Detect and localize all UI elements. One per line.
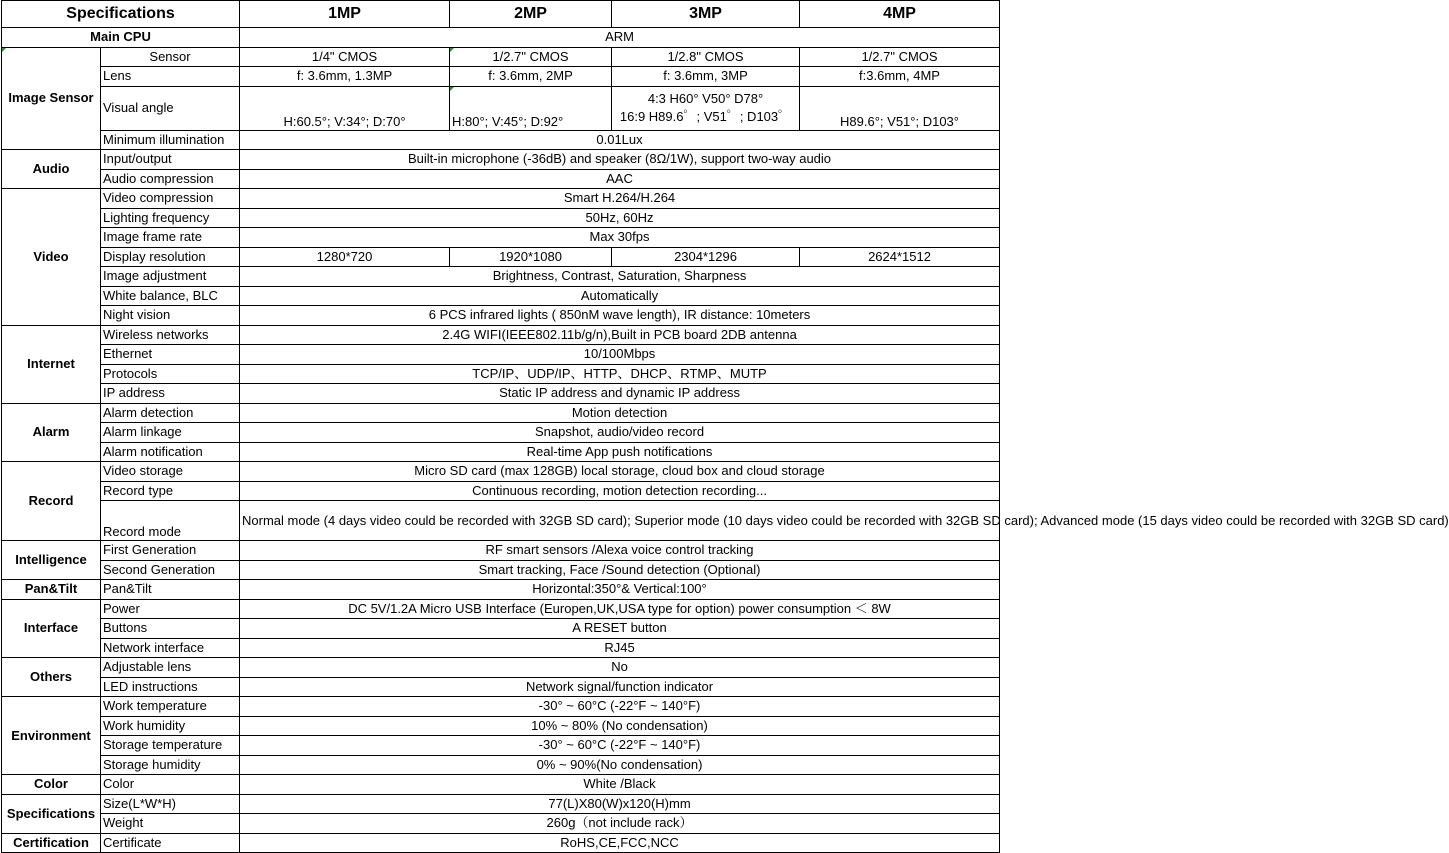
pantilt-value: Horizontal:350°& Vertical:100°	[240, 580, 1000, 600]
table-row	[2, 403, 1000, 423]
table-row	[2, 560, 1000, 580]
video-compression-value: Smart H.264/H.264	[240, 189, 1000, 209]
resolution-1mp: 1280*720	[240, 247, 450, 267]
work-temperature-label: Work temperature	[101, 697, 240, 717]
certification-category: Certification	[2, 833, 101, 853]
alarm-notification-value: Real-time App push notifications	[240, 442, 1000, 462]
header-2mp: 2MP	[450, 1, 612, 28]
table-row	[2, 442, 1000, 462]
visual-angle-3mp-line2: 16:9 H89.6゜; V51゜; D103゜	[619, 109, 792, 124]
environment-category: Environment	[2, 697, 101, 775]
alarm-detection-label: Alarm detection	[101, 403, 240, 423]
first-generation-value: RF smart sensors /Alexa voice control tracking	[240, 541, 1000, 561]
ip-address-label: IP address	[101, 384, 240, 404]
table-row	[2, 619, 1000, 639]
audio-io-value: Built-in microphone (-36dB) and speaker (8Ω/1W), support two-way audio	[240, 150, 1000, 170]
table-row	[2, 755, 1000, 775]
led-instructions-value: Network signal/function indicator	[240, 677, 1000, 697]
table-row	[2, 267, 1000, 287]
protocols-value: TCP/IP、UDP/IP、HTTP、DHCP、RTMP、MUTP	[240, 364, 1000, 384]
resolution-3mp: 2304*1296	[612, 247, 800, 267]
size-value: 77(L)X80(W)x120(H)mm	[240, 794, 1000, 814]
adjustable-lens-value: No	[240, 658, 1000, 678]
weight-value: 260g（not include rack）	[240, 814, 1000, 834]
table-row	[2, 130, 1000, 150]
table-row	[2, 28, 1000, 48]
table-row	[2, 638, 1000, 658]
alarm-notification-label: Alarm notification	[101, 442, 240, 462]
ethernet-label: Ethernet	[101, 345, 240, 365]
min-illumination-label: Minimum illumination	[101, 130, 240, 150]
lighting-frequency-label: Lighting frequency	[101, 208, 240, 228]
audio-io-label: Input/output	[101, 150, 240, 170]
video-compression-label: Video compression	[101, 189, 240, 209]
protocols-label: Protocols	[101, 364, 240, 384]
record-category: Record	[2, 462, 101, 541]
lighting-frequency-value: 50Hz, 60Hz	[240, 208, 1000, 228]
white-balance-label: White balance, BLC	[101, 286, 240, 306]
work-temperature-value: -30° ~ 60°C (-22°F ~ 140°F)	[240, 697, 1000, 717]
sensor-4mp: 1/2.7" CMOS	[800, 47, 1000, 67]
table-row	[2, 47, 1000, 67]
record-mode-label: Record mode	[101, 501, 240, 541]
header-1mp: 1MP	[240, 1, 450, 28]
table-row	[2, 67, 1000, 87]
visual-angle-3mp	[612, 86, 800, 130]
table-row	[2, 580, 1000, 600]
visual-angle-3mp-line1: 4:3 H60° V50° D78°	[647, 91, 764, 106]
alarm-linkage-value: Snapshot, audio/video record	[240, 423, 1000, 443]
table-row	[2, 364, 1000, 384]
buttons-label: Buttons	[101, 619, 240, 639]
image-adjustment-label: Image adjustment	[101, 267, 240, 287]
first-generation-label: First Generation	[101, 541, 240, 561]
table-row	[2, 814, 1000, 834]
resolution-2mp: 1920*1080	[450, 247, 612, 267]
certificate-label: Certificate	[101, 833, 240, 853]
table-row	[2, 306, 1000, 326]
video-category: Video	[2, 189, 101, 326]
alarm-detection-value: Motion detection	[240, 403, 1000, 423]
record-type-value: Continuous recording, motion detection recording...	[240, 481, 1000, 501]
table-row	[2, 481, 1000, 501]
spec-table	[1, 0, 1449, 853]
visual-angle-4mp: H89.6°; V51°; D103°	[800, 86, 1000, 130]
second-generation-value: Smart tracking, Face /Sound detection (Optional)	[240, 560, 1000, 580]
work-humidity-label: Work humidity	[101, 716, 240, 736]
specifications-category: Specifications	[2, 794, 101, 833]
video-storage-label: Video storage	[101, 462, 240, 482]
lens-1mp: f: 3.6mm, 1.3MP	[240, 67, 450, 87]
table-row	[2, 169, 1000, 189]
others-category: Others	[2, 658, 101, 697]
header-4mp: 4MP	[800, 1, 1000, 28]
image-adjustment-value: Brightness, Contrast, Saturation, Sharpness	[240, 267, 1000, 287]
video-storage-value: Micro SD card (max 128GB) local storage, cloud box and cloud storage	[240, 462, 1000, 482]
power-value: DC 5V/1.2A Micro USB Interface (Europen,UK,USA type for option) power consumption ＜ 8W	[240, 599, 1000, 619]
intelligence-category: Intelligence	[2, 541, 101, 580]
alarm-category: Alarm	[2, 403, 101, 462]
network-interface-value: RJ45	[240, 638, 1000, 658]
table-row	[2, 247, 1000, 267]
header-3mp: 3MP	[612, 1, 800, 28]
interface-category: Interface	[2, 599, 101, 658]
visual-angle-2mp: H:80°; V:45°; D:92°	[450, 86, 612, 130]
buttons-value: A RESET button	[240, 619, 1000, 639]
table-row	[2, 286, 1000, 306]
pantilt-label: Pan&Tilt	[101, 580, 240, 600]
led-instructions-label: LED instructions	[101, 677, 240, 697]
table-row	[2, 208, 1000, 228]
table-row	[2, 228, 1000, 248]
table-row	[2, 384, 1000, 404]
table-row	[2, 541, 1000, 561]
power-label: Power	[101, 599, 240, 619]
table-row	[2, 325, 1000, 345]
table-row	[2, 833, 1000, 853]
wireless-value: 2.4G WIFI(IEEE802.11b/g/n),Built in PCB board 2DB antenna	[240, 325, 1000, 345]
ethernet-value: 10/100Mbps	[240, 345, 1000, 365]
pantilt-category: Pan&Tilt	[2, 580, 101, 600]
sensor-1mp: 1/4" CMOS	[240, 47, 450, 67]
main-cpu-value: ARM	[240, 28, 1000, 48]
adjustable-lens-label: Adjustable lens	[101, 658, 240, 678]
night-vision-value: 6 PCS infrared lights ( 850nM wave length), IR distance: 10meters	[240, 306, 1000, 326]
header-row	[2, 1, 1000, 28]
color-category: Color	[2, 775, 101, 795]
storage-humidity-value: 0% ~ 90%(No condensation)	[240, 755, 1000, 775]
table-row	[2, 345, 1000, 365]
table-row	[2, 775, 1000, 795]
table-row	[2, 599, 1000, 619]
table-row	[2, 462, 1000, 482]
alarm-linkage-label: Alarm linkage	[101, 423, 240, 443]
frame-rate-label: Image frame rate	[101, 228, 240, 248]
sensor-3mp: 1/2.8" CMOS	[612, 47, 800, 67]
wireless-label: Wireless networks	[101, 325, 240, 345]
color-value: White /Black	[240, 775, 1000, 795]
ip-address-value: Static IP address and dynamic IP address	[240, 384, 1000, 404]
work-humidity-value: 10% ~ 80% (No condensation)	[240, 716, 1000, 736]
table-row	[2, 794, 1000, 814]
white-balance-value: Automatically	[240, 286, 1000, 306]
lens-2mp: f: 3.6mm, 2MP	[450, 67, 612, 87]
certificate-value: RoHS,CE,FCC,NCC	[240, 833, 1000, 853]
internet-category: Internet	[2, 325, 101, 403]
lens-4mp: f:3.6mm, 4MP	[800, 67, 1000, 87]
record-mode-value: Normal mode (4 days video could be recorded with 32GB SD card); Superior mode (10 days video could be recorded with 32GB SD card); Advanced mode (15 days video could be recorded with 32GB SD card)	[240, 501, 1000, 541]
audio-compression-value: AAC	[240, 169, 1000, 189]
table-row	[2, 501, 1000, 541]
main-cpu-label: Main CPU	[2, 28, 240, 48]
table-row	[2, 423, 1000, 443]
table-row	[2, 150, 1000, 170]
frame-rate-value: Max 30fps	[240, 228, 1000, 248]
size-label: Size(L*W*H)	[101, 794, 240, 814]
table-row	[2, 677, 1000, 697]
lens-3mp: f: 3.6mm, 3MP	[612, 67, 800, 87]
table-row	[2, 716, 1000, 736]
sensor-2mp: 1/2.7" CMOS	[450, 47, 612, 67]
display-resolution-label: Display resolution	[101, 247, 240, 267]
table-row	[2, 86, 1000, 130]
lens-label: Lens	[101, 67, 240, 87]
visual-angle-1mp: H:60.5°; V:34°; D:70°	[240, 86, 450, 130]
weight-label: Weight	[101, 814, 240, 834]
night-vision-label: Night vision	[101, 306, 240, 326]
record-type-label: Record type	[101, 481, 240, 501]
storage-humidity-label: Storage humidity	[101, 755, 240, 775]
min-illumination-value: 0.01Lux	[240, 130, 1000, 150]
sensor-label: Sensor	[101, 47, 240, 67]
table-row	[2, 658, 1000, 678]
storage-temperature-label: Storage temperature	[101, 736, 240, 756]
visual-angle-label: Visual angle	[101, 86, 240, 130]
image-sensor-category: Image Sensor	[2, 47, 101, 150]
storage-temperature-value: -30° ~ 60°C (-22°F ~ 140°F)	[240, 736, 1000, 756]
resolution-4mp: 2624*1512	[800, 247, 1000, 267]
network-interface-label: Network interface	[101, 638, 240, 658]
table-row	[2, 697, 1000, 717]
table-row	[2, 189, 1000, 209]
audio-category: Audio	[2, 150, 101, 189]
color-label: Color	[101, 775, 240, 795]
table-row	[2, 736, 1000, 756]
second-generation-label: Second Generation	[101, 560, 240, 580]
header-specifications: Specifications	[2, 1, 240, 28]
audio-compression-label: Audio compression	[101, 169, 240, 189]
